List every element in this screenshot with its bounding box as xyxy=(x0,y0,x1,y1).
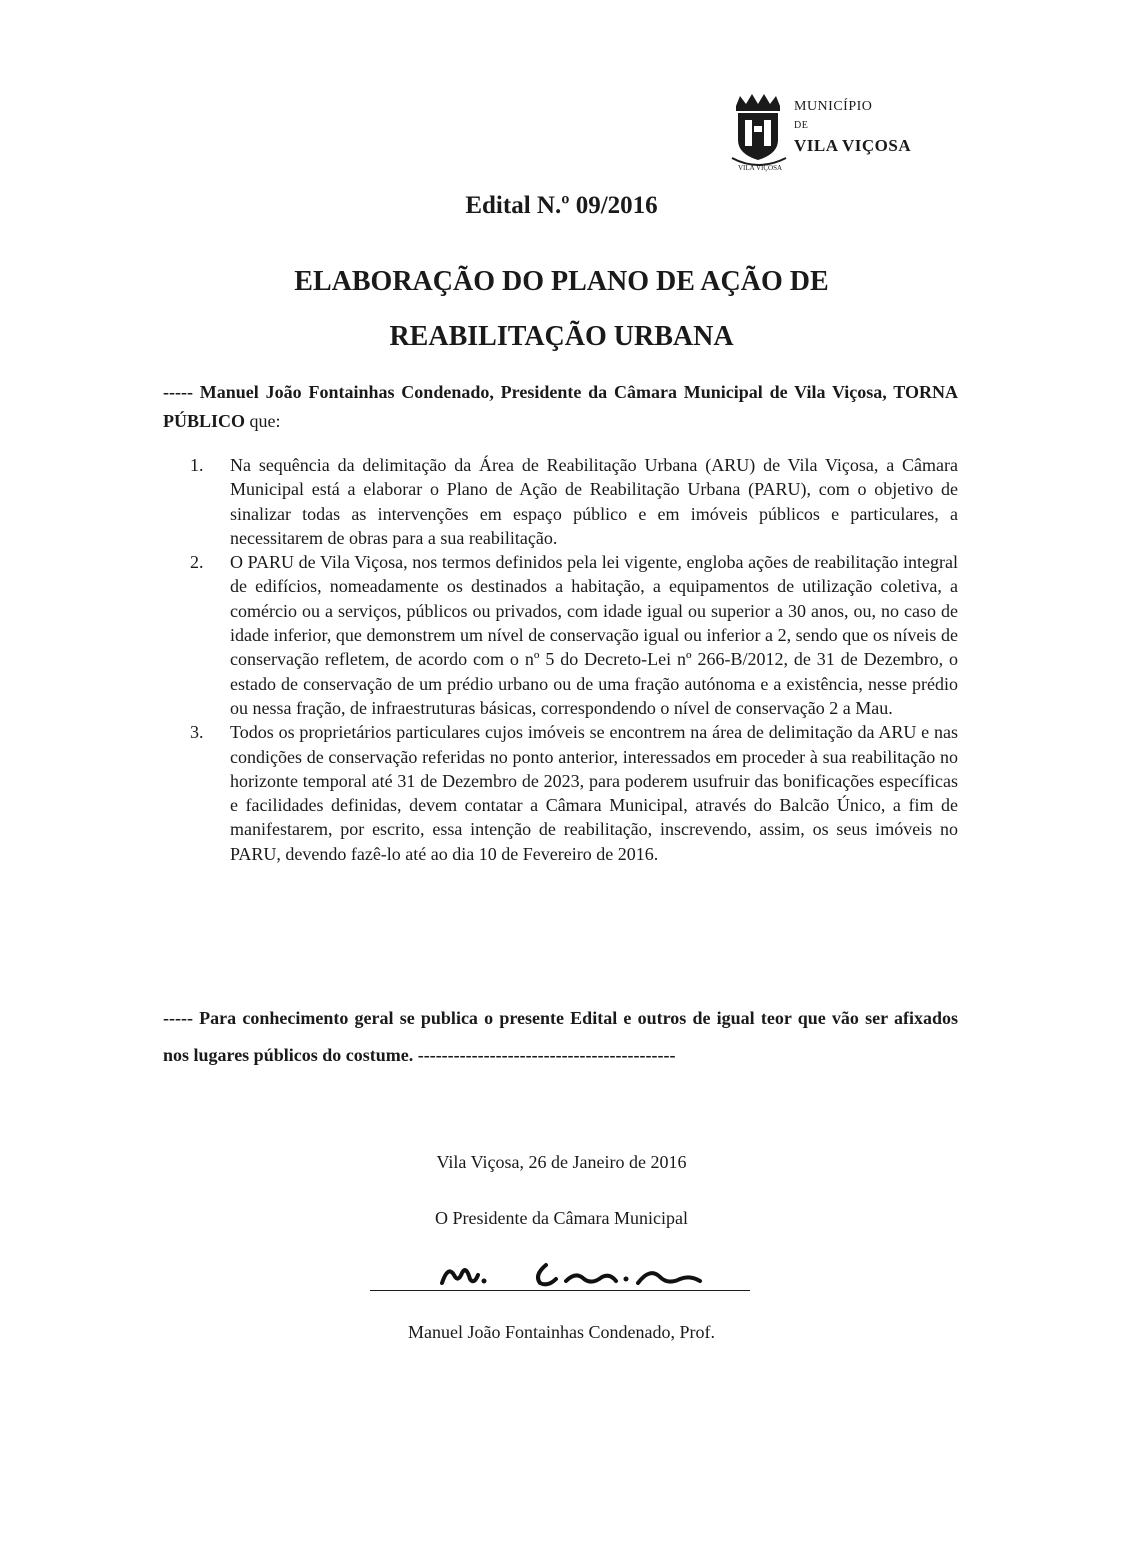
list-item xyxy=(190,720,958,866)
list-item xyxy=(190,550,958,720)
logo-line-de: DE xyxy=(794,120,809,131)
coat-of-arms-icon xyxy=(730,92,790,172)
item-number: 2. xyxy=(190,552,204,573)
item-number: 3. xyxy=(190,722,204,743)
edital-number: Edital N.º 09/2016 xyxy=(465,192,658,219)
handwritten-signature xyxy=(370,1245,750,1295)
intro-bold: ----- Manuel João Fontainhas Condenado, Presidente da Câmara Municipal de Vila Viçosa, TORNA PÚBLICO xyxy=(163,382,958,431)
seal-text: VILA VIÇOSA xyxy=(738,164,783,172)
signer-name: Manuel João Fontainhas Condenado, Prof. xyxy=(408,1322,715,1342)
signature-line xyxy=(370,1290,750,1291)
items-list xyxy=(190,453,958,866)
municipality-logo xyxy=(730,92,950,172)
item-text: O PARU de Vila Viçosa, nos termos definidos pela lei vigente, engloba ações de reabilitação integral de edifícios, nomeadamente os destinados a habitação, a equipamentos de utilização coletiva, a comércio ou a serviços, públicos ou privados, com idade igual ou superior a 30 anos, ou, no caso de idade inferior, que demonstrem um nível de conservação igual ou inferior a 2, sendo que os níveis de conservação refletem, de acordo com o nº 5 do Decreto-Lei nº 266-B/2012, de 31 de Dezembro, o estado de conservação de um prédio urbano ou de uma fração autónoma e a existência, nesse prédio ou nessa fração, de infraestruturas básicas, correspondendo o nível de conservação 2 a Mau. xyxy=(230,552,958,718)
title-line-1: ELABORAÇÃO DO PLANO DE AÇÃO DE xyxy=(294,266,829,297)
place-date: Vila Viçosa, 26 de Janeiro de 2016 xyxy=(436,1152,687,1172)
signer-role: O Presidente da Câmara Municipal xyxy=(435,1208,688,1228)
intro-suffix: que: xyxy=(245,411,281,431)
closing-paragraph: ----- Para conhecimento geral se publica o presente Edital e outros de igual teor que vão ser afixados nos lugares públicos do costume. ------------------------------------------- xyxy=(163,1008,958,1065)
logo-line-vila-vicosa: VILA VIÇOSA xyxy=(794,136,912,155)
item-number: 1. xyxy=(190,455,204,475)
item-text: Todos os proprietários particulares cujos imóveis se encontrem na área de delimitação da ARU e nas condições de conservação referidas no ponto anterior, interessados em proceder à sua reabilitação no horizonte temporal até 31 de Dezembro de 2023, para poderem usufruir das bonificações específicas e facilidades definidas, devem contatar a Câmara Municipal, através do Balcão Único, a fim de manifestarem, por escrito, essa intenção de reabilitação, inscrevendo, assim, os seus imóveis no PARU, devendo fazê-lo até ao dia 10 de Fevereiro de 2016. xyxy=(230,722,958,864)
list-item xyxy=(190,453,958,550)
intro-paragraph xyxy=(163,378,958,436)
logo-line-municipio: MUNICÍPIO xyxy=(794,99,873,114)
title-line-2: REABILITAÇÃO URBANA xyxy=(389,321,734,352)
logo-text xyxy=(794,100,911,154)
document-title xyxy=(0,254,1123,364)
item-text: Na sequência da delimitação da Área de Reabilitação Urbana (ARU) de Vila Viçosa, a Câmara Municipal está a elaborar o Plano de Ação de Reabilitação Urbana (PARU), com o objetivo de sinalizar todas as intervenções em espaço público e em imóveis públicos e particulares, a necessitarem de obras para a sua reabilitação. xyxy=(230,455,958,548)
